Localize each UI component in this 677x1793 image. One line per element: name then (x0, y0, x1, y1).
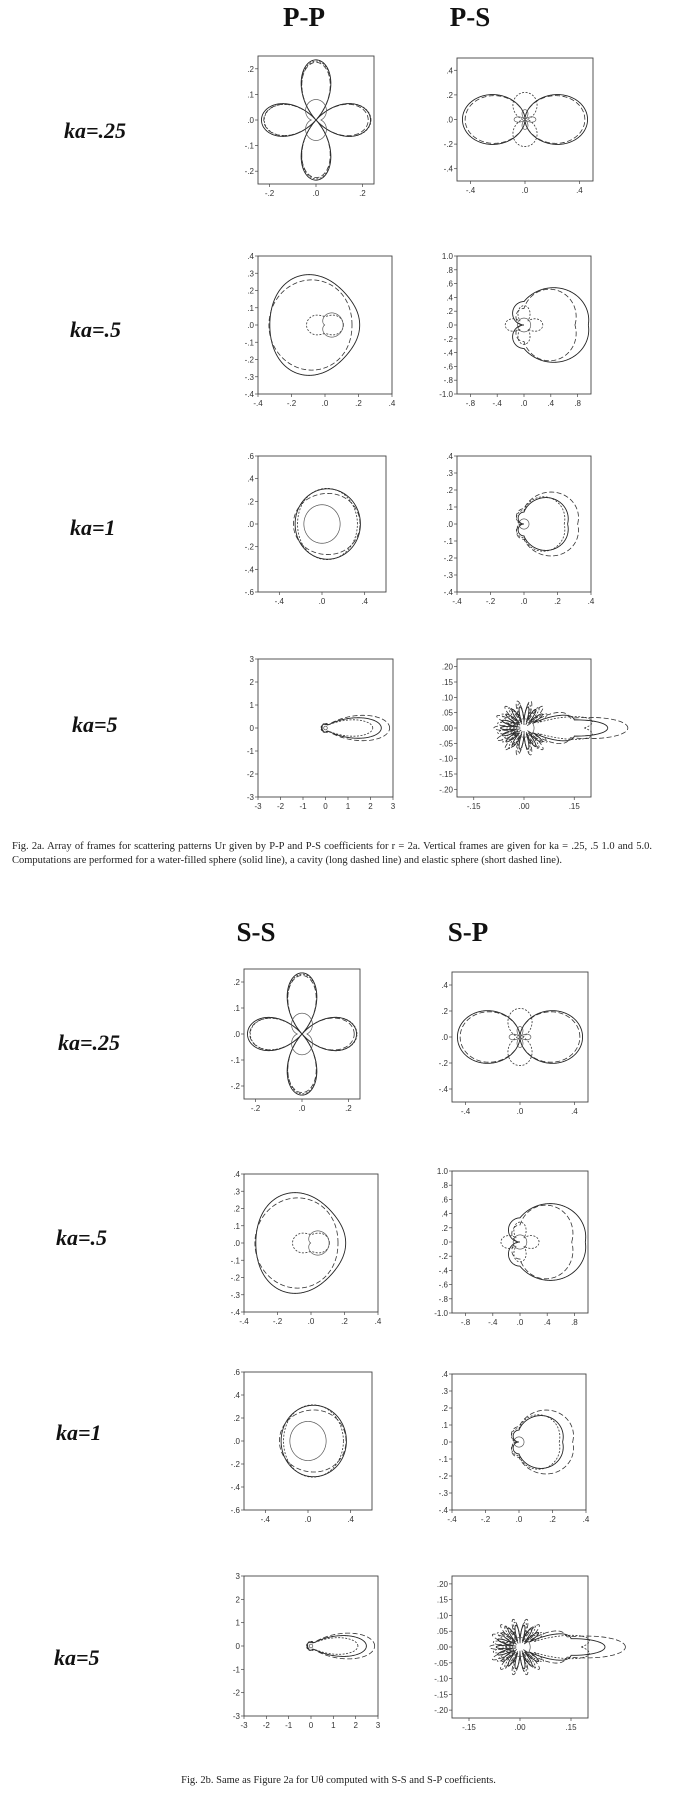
y-tick-label: .0 (446, 321, 453, 330)
y-tick-label: .8 (441, 1181, 448, 1191)
x-tick-label: .4 (587, 597, 595, 606)
y-tick-label: .3 (446, 469, 453, 478)
x-tick-label: -.4 (274, 597, 285, 606)
y-tick-label: .6 (441, 1195, 448, 1205)
y-tick-label: .0 (247, 321, 254, 330)
y-tick-label: .15 (441, 678, 453, 687)
y-tick-label: -.20 (439, 785, 453, 795)
x-tick-label: .4 (347, 1515, 355, 1524)
y-tick-label: .1 (233, 1221, 240, 1231)
series-cavity (322, 715, 390, 740)
y-tick-label: -2 (246, 770, 254, 779)
row-label-ka-025: ka=.25 (64, 118, 127, 143)
y-tick-label: -.2 (244, 355, 254, 365)
y-tick-label: -.3 (443, 571, 453, 580)
series-inner-contour (323, 313, 343, 337)
series-water-filled-sphere (513, 288, 589, 363)
x-tick-label: .4 (388, 399, 396, 408)
x-tick-label: 2 (353, 1721, 358, 1730)
y-tick-label: -.05 (434, 1658, 448, 1668)
x-tick-label: -.2 (480, 1515, 491, 1524)
series-elastic-sphere (307, 1638, 358, 1655)
x-tick-label: .0 (321, 399, 329, 408)
y-tick-label: -.2 (443, 334, 453, 344)
plot-sp-ka5 (430, 1572, 590, 1734)
y-tick-label: -.1 (443, 537, 453, 546)
x-tick-label: .15 (565, 1723, 577, 1732)
y-tick-label: -.15 (434, 1690, 448, 1700)
series-inner-contour (324, 726, 328, 730)
y-tick-label: 2 (235, 1595, 240, 1605)
y-tick-label: .2 (446, 90, 453, 100)
plot-frame (452, 1576, 588, 1718)
y-tick-label: 1 (235, 1618, 240, 1628)
x-tick-label: 3 (375, 1721, 381, 1730)
y-tick-label: -.1 (230, 1056, 240, 1065)
y-tick-label: .1 (247, 90, 254, 100)
row-label-ka-05: ka=.5 (70, 317, 122, 342)
y-tick-label: .3 (233, 1187, 240, 1197)
y-tick-label: 1.0 (441, 252, 453, 261)
series-cavity (516, 492, 578, 556)
y-tick-label: .6 (233, 1368, 240, 1377)
x-tick-label: -.2 (250, 1104, 261, 1113)
y-tick-label: -.4 (443, 588, 453, 597)
row-label-ka-1: ka=1 (56, 1420, 102, 1445)
y-tick-label: .4 (441, 981, 448, 990)
x-tick-label: .8 (571, 1318, 578, 1327)
x-tick-label: .4 (571, 1107, 578, 1116)
figure-2a-caption: Fig. 2a. Array of frames for scattering patterns Ur given by P-P and P-S coefficients for r = 2a. Vertical frames are given for ka = .25, .5 1.0 and 5.0. Computations are performed for a water-filled sphere (solid line), a cavity (long dashed line) and elastic sphere (short dashed line). (12, 841, 652, 866)
y-tick-label: .3 (247, 269, 254, 279)
row-label-ka-1: ka=1 (70, 515, 116, 540)
y-tick-label: -.4 (244, 390, 254, 399)
series-inner-contour (309, 1231, 329, 1255)
y-tick-label: -.2 (244, 167, 254, 177)
series-elastic-sphere (264, 61, 371, 179)
y-tick-label: .1 (446, 503, 453, 512)
x-tick-label: .4 (374, 1317, 382, 1326)
x-tick-label: .0 (318, 597, 326, 606)
y-tick-label: -.6 (443, 362, 453, 372)
x-tick-label: -.4 (488, 1318, 498, 1327)
x-tick-label: .00 (514, 1723, 526, 1732)
row-label-ka-5: ka=5 (72, 712, 118, 737)
y-tick-label: 3 (249, 655, 254, 664)
x-tick-label: -.8 (465, 399, 476, 408)
series-water-filled-sphere (307, 1636, 366, 1657)
y-tick-label: 3 (235, 1572, 240, 1581)
y-tick-label: -3 (232, 1712, 240, 1721)
y-tick-label: .4 (233, 1170, 240, 1179)
y-tick-label: -.4 (230, 1308, 240, 1317)
y-tick-label: -.2 (438, 1472, 448, 1481)
x-tick-label: .2 (549, 1515, 556, 1524)
x-tick-label: .2 (554, 597, 561, 606)
y-tick-label: -.3 (438, 1489, 448, 1498)
y-tick-label: -.1 (230, 1256, 240, 1266)
y-tick-label: .15 (436, 1595, 448, 1605)
y-tick-label: .2 (247, 64, 254, 74)
x-tick-label: 1 (331, 1721, 336, 1730)
y-tick-label: .20 (436, 1579, 448, 1589)
y-tick-label: -.1 (244, 141, 254, 151)
y-tick-label: .0 (446, 520, 453, 529)
x-tick-label: .4 (547, 399, 555, 408)
y-tick-label: -.10 (434, 1674, 448, 1684)
x-tick-label: .0 (304, 1515, 312, 1524)
y-tick-label: .3 (441, 1387, 448, 1396)
x-tick-label: -.4 (239, 1317, 249, 1326)
y-tick-label: .4 (446, 452, 453, 461)
y-tick-label: -.4 (230, 1483, 240, 1492)
x-tick-label: .0 (520, 597, 528, 606)
y-tick-label: .2 (446, 486, 453, 495)
row-label-ka-5: ka=5 (54, 1645, 100, 1670)
row-label-ka-025: ka=.25 (58, 1030, 121, 1055)
x-tick-label: -2 (276, 802, 285, 811)
y-tick-label: .4 (247, 252, 254, 261)
y-tick-label: .0 (233, 1239, 240, 1248)
y-tick-label: .4 (441, 1370, 448, 1379)
plot-sp-ka05 (430, 1167, 590, 1329)
x-tick-label: -.4 (492, 399, 502, 408)
y-tick-label: .00 (441, 724, 453, 733)
series-water-filled-sphere (321, 718, 381, 739)
x-tick-label: -3 (254, 802, 262, 811)
y-tick-label: .0 (247, 116, 254, 125)
x-tick-label: -.15 (466, 802, 481, 811)
series-elastic-sphere (250, 974, 357, 1094)
y-tick-label: -.2 (244, 542, 254, 552)
plot-pp-ka1 (236, 452, 388, 608)
y-tick-label: -.3 (244, 372, 254, 382)
x-tick-label: .0 (307, 1317, 315, 1326)
y-tick-label: .05 (441, 708, 453, 718)
plot-frame (258, 456, 386, 592)
plot-frame (457, 659, 591, 797)
y-tick-label: -.20 (434, 1706, 448, 1716)
y-tick-label: -3 (246, 793, 254, 802)
y-tick-label: .10 (436, 1611, 448, 1621)
y-tick-label: -1.0 (439, 390, 453, 399)
plot-sp-ka025 (430, 968, 590, 1118)
series-water-filled-sphere (256, 1193, 346, 1294)
plot-pp-ka5 (236, 655, 395, 813)
y-tick-label: -1.0 (434, 1309, 448, 1318)
y-tick-label: .0 (233, 1437, 240, 1446)
series-inner-contour (509, 1027, 531, 1048)
y-tick-label: -.4 (438, 1085, 448, 1094)
plot-ps-ka5 (435, 655, 593, 813)
x-tick-label: .0 (298, 1104, 306, 1113)
series-cavity (511, 1410, 573, 1474)
y-tick-label: .2 (441, 1223, 448, 1233)
series-water-filled-sphere (508, 1204, 585, 1281)
plot-pp-ka025 (236, 52, 376, 200)
series-inner-contour (290, 1421, 326, 1460)
y-tick-label: .0 (233, 1030, 240, 1039)
y-tick-label: -1 (232, 1665, 240, 1675)
x-tick-label: -.4 (447, 1515, 457, 1524)
y-tick-label: .4 (233, 1391, 240, 1400)
y-tick-label: .2 (247, 286, 254, 296)
x-tick-label: -.4 (460, 1107, 471, 1116)
plot-ss-ka025 (222, 965, 362, 1115)
y-tick-label: .10 (441, 693, 453, 703)
x-tick-label: 3 (390, 802, 396, 811)
row-label-ka-05: ka=.5 (56, 1225, 108, 1250)
y-tick-label: .2 (441, 1007, 448, 1016)
x-tick-label: .8 (574, 399, 581, 408)
y-tick-label: 1 (249, 701, 254, 710)
plot-frame (244, 1372, 372, 1510)
y-tick-label: -1 (246, 747, 254, 756)
x-tick-label: .2 (359, 189, 366, 198)
x-tick-label: -.8 (460, 1318, 471, 1327)
y-tick-label: -.4 (443, 164, 453, 174)
y-tick-label: .2 (247, 497, 254, 507)
y-tick-label: .1 (247, 303, 254, 313)
y-tick-label: .4 (441, 1209, 448, 1219)
x-tick-label: .0 (515, 1515, 523, 1524)
y-tick-label: -.6 (244, 588, 254, 597)
y-tick-label: .8 (446, 265, 453, 275)
y-tick-label: .6 (247, 452, 254, 461)
x-tick-label: -.4 (253, 399, 263, 408)
plot-sp-ka1 (430, 1370, 588, 1526)
plot-ps-ka025 (435, 54, 595, 197)
y-tick-label: -.6 (438, 1280, 448, 1290)
x-tick-label: .0 (516, 1318, 524, 1327)
y-tick-label: -.10 (439, 754, 453, 764)
y-tick-label: 1.0 (436, 1167, 448, 1176)
x-tick-label: 0 (308, 1721, 314, 1730)
column-header-sp: S-P (447, 917, 489, 947)
plot-ps-ka05 (435, 252, 593, 410)
series-elastic-sphere (284, 1405, 344, 1477)
y-tick-label: -.6 (230, 1506, 240, 1515)
plot-pp-ka05 (236, 252, 394, 410)
y-tick-label: .2 (233, 1414, 240, 1423)
y-tick-label: -.4 (438, 1266, 448, 1276)
y-tick-label: .20 (441, 662, 453, 672)
x-tick-label: .0 (521, 186, 529, 195)
x-tick-label: -1 (299, 802, 307, 811)
series-water-filled-sphere (270, 275, 360, 376)
x-tick-label: .2 (341, 1317, 348, 1326)
y-tick-label: .05 (436, 1627, 448, 1637)
x-tick-label: -3 (240, 1721, 248, 1730)
x-tick-label: 0 (323, 802, 328, 811)
y-tick-label: .2 (441, 1404, 448, 1413)
x-tick-label: .15 (568, 802, 580, 811)
x-tick-label: -.2 (272, 1317, 283, 1326)
y-tick-label: .2 (446, 307, 453, 317)
plot-ps-ka1 (435, 452, 593, 608)
y-tick-label: -.1 (244, 338, 254, 348)
series-cavity (269, 280, 352, 370)
x-tick-label: 2 (368, 802, 373, 811)
y-tick-label: -.2 (230, 1082, 240, 1091)
figure-2b-caption: Fig. 2b. Same as Figure 2a for Uθ computed with S-S and S-P coefficients. (181, 1775, 496, 1786)
series-elastic-sphere (298, 488, 358, 559)
x-tick-label: .4 (543, 1318, 551, 1327)
x-tick-label: .4 (361, 597, 369, 606)
y-tick-label: .6 (446, 279, 453, 289)
y-tick-label: .0 (441, 1033, 448, 1042)
x-tick-label: 1 (345, 802, 351, 811)
y-tick-label: -.2 (438, 1252, 448, 1262)
y-tick-label: .0 (446, 115, 453, 125)
y-tick-label: 2 (249, 678, 254, 687)
x-tick-label: -.4 (260, 1515, 271, 1524)
y-tick-label: .1 (441, 1421, 448, 1430)
y-tick-label: -.3 (230, 1290, 240, 1300)
y-tick-label: -.15 (439, 770, 453, 779)
y-tick-label: -.4 (244, 565, 254, 575)
series-inner-contour (309, 1644, 313, 1648)
column-header-ps: P-S (449, 2, 491, 32)
y-tick-label: -.4 (438, 1506, 448, 1515)
y-tick-label: .4 (247, 474, 254, 484)
plot-ss-ka05 (222, 1170, 380, 1328)
x-tick-label: .0 (516, 1107, 524, 1116)
y-tick-label: -.1 (438, 1455, 448, 1464)
y-tick-label: -.2 (230, 1460, 240, 1469)
x-tick-label: .0 (312, 189, 320, 198)
y-tick-label: -.2 (443, 554, 453, 563)
y-tick-label: .4 (446, 293, 453, 303)
series-inner-contour (304, 505, 340, 544)
column-header-ss: S-S (236, 917, 276, 947)
x-tick-label: .2 (345, 1104, 352, 1113)
x-tick-label: -.4 (465, 186, 476, 195)
y-tick-label: .2 (233, 978, 240, 987)
y-tick-label: -.05 (439, 739, 453, 749)
y-tick-label: -.8 (443, 376, 453, 386)
y-tick-label: .4 (446, 66, 453, 76)
x-tick-label: -.15 (462, 1723, 476, 1732)
x-tick-label: -.2 (286, 399, 297, 408)
y-tick-label: .00 (436, 1643, 448, 1652)
series-inner-contour (514, 110, 536, 130)
y-tick-label: 0 (235, 1642, 240, 1651)
y-tick-label: -2 (232, 1688, 240, 1698)
y-tick-label: -.2 (438, 1059, 448, 1068)
column-header-pp: P-P (283, 2, 325, 32)
y-tick-label: .1 (233, 1004, 240, 1013)
x-tick-label: .4 (582, 1515, 590, 1524)
series-elastic-sphere (321, 720, 373, 736)
plot-ss-ka5 (222, 1572, 380, 1732)
series-cavity (308, 1633, 375, 1659)
x-tick-label: -2 (262, 1721, 270, 1730)
series-cavity (255, 1198, 338, 1288)
y-tick-label: 0 (249, 724, 254, 733)
y-tick-label: .0 (441, 1438, 448, 1447)
x-tick-label: .00 (518, 802, 530, 811)
x-tick-label: .4 (576, 186, 583, 195)
y-tick-label: -.2 (230, 1273, 240, 1283)
y-tick-label: -.8 (438, 1294, 448, 1304)
y-tick-label: -.2 (443, 140, 453, 150)
x-tick-label: .0 (520, 399, 528, 408)
y-tick-label: .0 (441, 1238, 448, 1247)
x-tick-label: -.2 (264, 189, 275, 198)
x-tick-label: -1 (285, 1721, 293, 1730)
x-tick-label: -.2 (485, 597, 496, 606)
y-tick-label: .0 (247, 520, 254, 529)
y-tick-label: .2 (233, 1204, 240, 1214)
y-tick-label: -.4 (443, 348, 453, 358)
x-tick-label: .2 (355, 399, 362, 408)
plot-ss-ka1 (222, 1368, 374, 1526)
x-tick-label: -.4 (452, 597, 462, 606)
